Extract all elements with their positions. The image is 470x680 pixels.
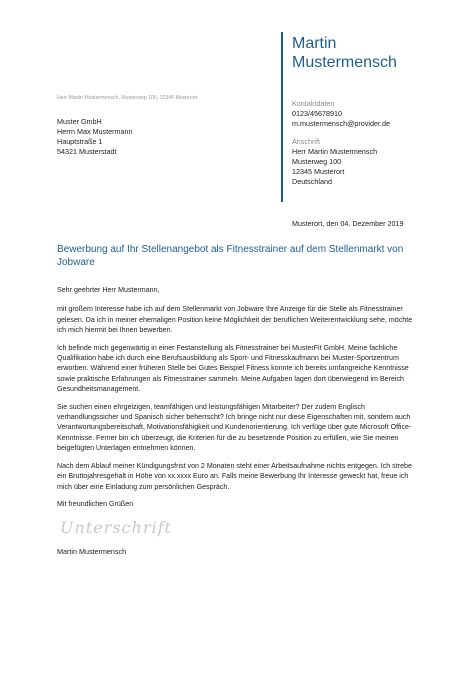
sender-address-line: 12345 Musterort <box>292 167 345 176</box>
closing: Mit freundlichen Grüßen <box>57 499 134 508</box>
body-paragraph: Nach dem Ablauf meiner Kündigungsfrist von 2 Monaten steht einer Arbeitsaufnahme nichts entgegen. Ich strebe ein Bruttojahresgehalt in Höhe von xx.xxxx Euro an. Falls meine Bewerbung Ihr Interesse geweckt hat, freue ich mich über eine Einladung zum persönlichen Gespräch. <box>57 461 412 491</box>
sender-last-name: Mustermensch <box>292 54 397 71</box>
letter-date: Musterort, den 04. Dezember 2019 <box>292 219 404 228</box>
accent-divider <box>281 32 283 202</box>
recipient-line: Hauptstraße 1 <box>57 137 103 146</box>
body-paragraph: mit großem Interesse habe ich auf dem Stellenmarkt von Jobware Ihre Anzeige für die Stelle als Fitnesstrainer gelesen. Da ich in meiner ehemaligen Position keine Möglichkeit der beruflichen Weiterentwicklung sehe, möchte ich mich hiermit bei Ihnen bewerben. <box>57 305 413 335</box>
letter-subject: Bewerbung auf Ihr Stellenangebot als Fitnesstrainer auf dem Stellenmarkt von Jobware <box>57 244 404 268</box>
sender-contact-block <box>292 99 462 187</box>
sender-email: m.mustermensch@provider.de <box>292 119 390 128</box>
recipient-line: 54321 Musterstadt <box>57 147 117 156</box>
return-address-line: Herr Martin Mustermensch, Musterweg 100, 12345 Musterort <box>57 95 198 101</box>
signer-name: Martin Mustermensch <box>57 547 127 556</box>
sender-address-line: Herr Martin Mustermensch <box>292 147 378 156</box>
contact-label: Kontaktdaten <box>292 99 335 108</box>
sender-address-line: Musterweg 100 <box>292 157 342 166</box>
sender-name <box>292 34 462 72</box>
sender-first-name: Martin <box>292 35 337 52</box>
letter-body <box>57 285 417 516</box>
body-paragraph: Sie suchen einen ehrgeizigen, teamfähigen und leistungsfähigen Mitarbeiter? Der zudem Englisch verhandlungssicher und Spanisch sicher beherrscht? Ich bringe nicht nur diese Eigenschaften mit, sondern auch Verantwortungsbereitschaft, Motivationsfähigkeit und Kundenorientierung. Ich verfüge über gute Microsoft Office-Kenntnisse. Ferner bin ich überzeugt, die Kriterien für die zu besetzende Position zu erfüllen, wie Sie meinen beigefügten Unterlagen entnehmen können. <box>57 402 412 453</box>
sender-address-line: Deutschland <box>292 177 332 186</box>
address-label: Anschrift <box>292 137 320 146</box>
signature-placeholder: Unterschrift <box>60 518 172 537</box>
recipient-address <box>57 117 133 157</box>
recipient-line: Herrn Max Mustermann <box>57 127 133 136</box>
salutation: Sehr geehrter Herr Mustermann, <box>57 286 160 294</box>
sender-phone: 0123/45678910 <box>292 109 342 118</box>
body-paragraph: Ich befinde mich gegenwärtig in einer Festanstellung als Fitnesstrainer bei MusterFit GmbH. Meine fachliche Qualifikation habe ich durch eine Berufsausbildung als Sport- und Fitnesskaufmann bei Muster-Sportzentrum erworben. Während einer früheren Stelle bei Gutes Beispiel Fitness konnte ich bereits umfangreiche Kenntnisse sowie praktische Erfahrungen als Fitnesstrainer sammeln. Meine Aufgaben lagen dort überwiegend im Bereich Gesundheitsmanagement. <box>57 343 409 394</box>
recipient-line: Muster GmbH <box>57 117 102 126</box>
